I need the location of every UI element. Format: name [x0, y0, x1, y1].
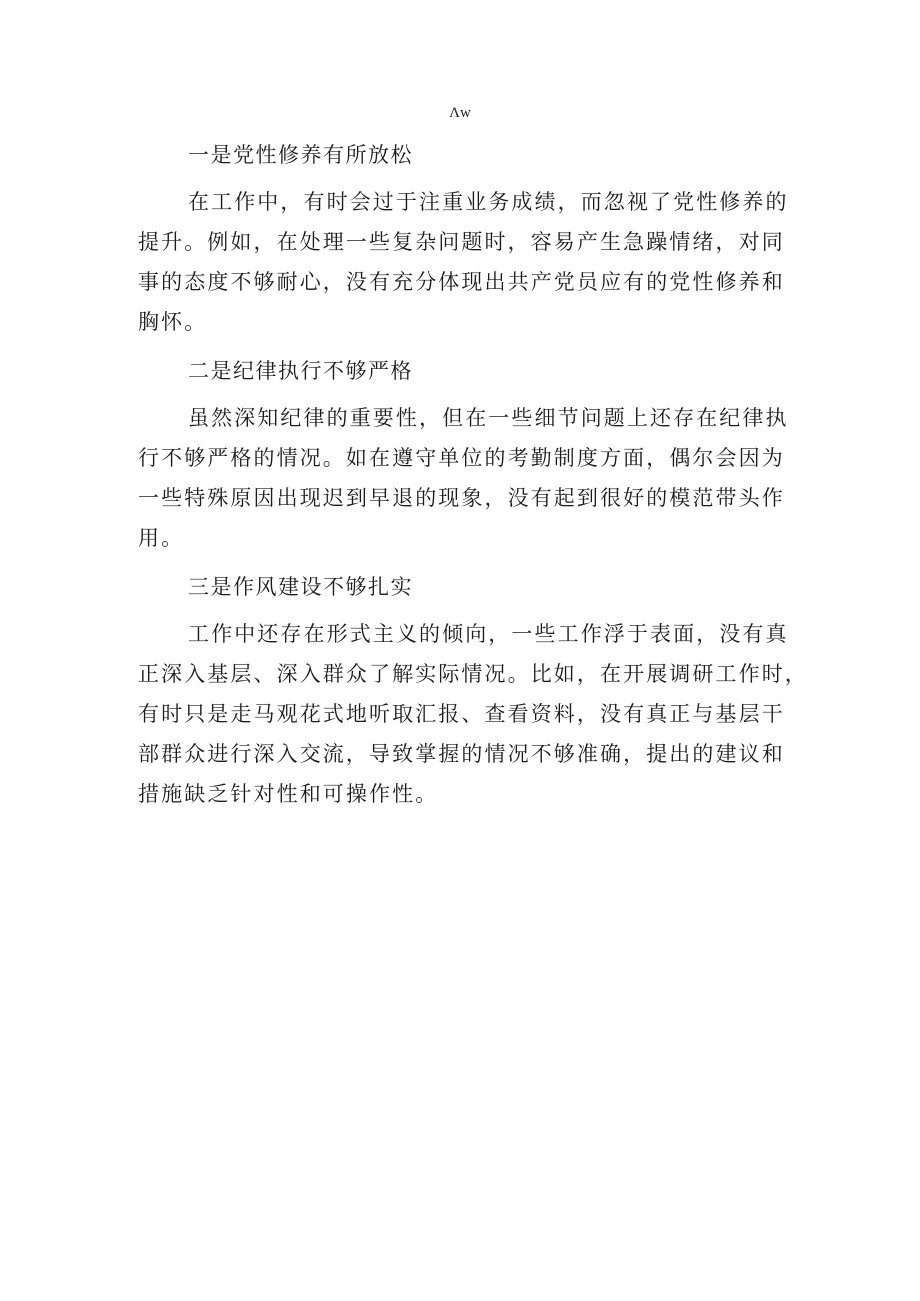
section-heading-1: 一是党性修养有所放松 — [188, 143, 413, 167]
paragraph-line: 虽然深知纪律的重要性，但在一些细节问题上还存在纪律执 — [188, 406, 789, 430]
document-body — [138, 135, 808, 814]
paragraph-line: 事的态度不够耐心，没有充分体现出共产党员应有的党性修养和 — [138, 270, 785, 294]
section-paragraph-3 — [138, 614, 808, 814]
section-heading-2: 二是纪律执行不够严格 — [188, 359, 413, 383]
section-paragraph-2 — [138, 398, 789, 558]
page-header-mark: Λw — [449, 105, 471, 121]
paragraph-line: 行不够严格的情况。如在遵守单位的考勤制度方面，偶尔会因为 — [138, 446, 785, 470]
paragraph-line: 用。 — [138, 526, 185, 550]
paragraph-line: 在工作中，有时会过于注重业务成绩，而忽视了党性修养的 — [188, 190, 789, 214]
paragraph-line: 胸怀。 — [138, 310, 208, 334]
paragraph-line: 工作中还存在形式主义的倾向，一些工作浮于表面，没有真 — [188, 622, 789, 646]
paragraph-line: 提升。例如，在处理一些复杂问题时，容易产生急躁情绪，对同 — [138, 230, 785, 254]
paragraph-line: 措施缺乏针对性和可操作性。 — [138, 782, 439, 806]
paragraph-line: 正深入基层、深入群众了解实际情况。比如，在开展调研工作时， — [138, 662, 808, 686]
paragraph-line: 部群众进行深入交流，导致掌握的情况不够准确，提出的建议和 — [138, 742, 785, 766]
section-heading-3: 三是作风建设不够扎实 — [188, 575, 413, 599]
paragraph-line: 有时只是走马观花式地听取汇报、查看资料，没有真正与基层干 — [138, 702, 785, 726]
section-paragraph-1 — [138, 182, 789, 342]
paragraph-line: 一些特殊原因出现迟到早退的现象，没有起到很好的模范带头作 — [138, 486, 785, 510]
